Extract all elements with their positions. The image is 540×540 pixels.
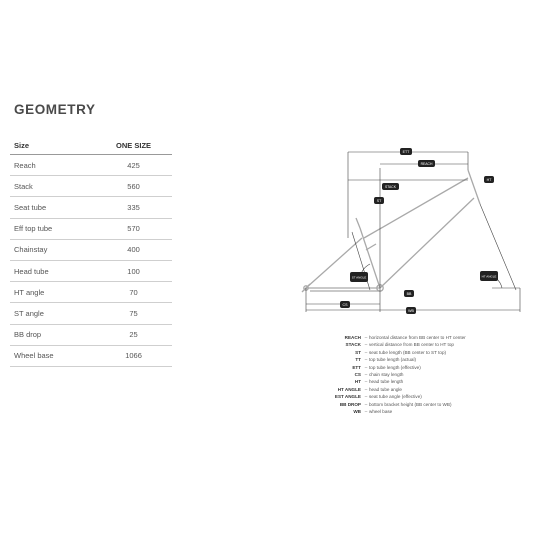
table-row <box>10 324 172 345</box>
legend-item <box>318 371 518 378</box>
legend-abbr: REACH <box>344 335 361 340</box>
legend-item <box>318 378 518 385</box>
cs-tag: CS <box>342 303 348 307</box>
row-label: Stack <box>10 176 95 197</box>
table-row <box>10 197 172 218</box>
table-row <box>10 282 172 303</box>
legend-abbr: HT <box>354 379 361 385</box>
legend-separator: – <box>364 401 368 407</box>
legend-desc: bottom bracket height (BB center to WB) <box>369 401 452 407</box>
head-tube <box>468 170 480 204</box>
row-value: 75 <box>95 303 172 324</box>
row-value: 100 <box>95 260 172 281</box>
row-label: ST angle <box>10 303 95 324</box>
wb-tag: WB <box>408 309 414 313</box>
legend-desc: seat tube angle (effective) <box>369 394 422 400</box>
table-row <box>10 239 172 260</box>
geometry-legend <box>318 334 518 415</box>
legend-separator: – <box>364 349 368 355</box>
table-row <box>10 303 172 324</box>
legend-item <box>318 341 518 348</box>
legend-item <box>318 393 518 400</box>
legend-separator: – <box>364 394 368 400</box>
reach-tag: REACH <box>420 162 433 166</box>
top-tube <box>364 178 468 238</box>
row-value: 335 <box>95 197 172 218</box>
column-header-size: Size <box>10 136 95 155</box>
legend-desc: head tube length <box>369 379 404 385</box>
legend-desc: wheel base <box>369 409 393 415</box>
table-row <box>10 260 172 281</box>
legend-item <box>318 364 518 371</box>
row-label: BB drop <box>10 324 95 345</box>
row-value: 25 <box>95 324 172 345</box>
down-tube <box>380 198 474 288</box>
ht-tag: HT <box>486 178 492 182</box>
ht-angle-tag: HT ANGLE <box>481 274 497 279</box>
legend-desc: chain stay length <box>369 372 404 378</box>
table-row <box>10 176 172 197</box>
legend-separator: – <box>364 357 368 363</box>
legend-abbr: CS <box>354 372 361 378</box>
legend-item <box>318 408 518 415</box>
legend-separator: – <box>364 409 368 415</box>
row-label: Chainstay <box>10 239 95 260</box>
legend-item <box>318 386 518 393</box>
row-value: 70 <box>95 282 172 303</box>
legend-separator: – <box>364 386 368 392</box>
st-tag: ST <box>376 199 382 203</box>
column-header-one-size: ONE SIZE <box>95 136 172 155</box>
legend-item <box>318 334 518 341</box>
legend-desc: top tube length (effective) <box>369 364 421 370</box>
frame-geometry-diagram <box>296 140 526 316</box>
row-value: 560 <box>95 176 172 197</box>
legend-abbr: ETT <box>352 364 361 370</box>
gusset <box>366 244 376 250</box>
table-header-row <box>10 136 172 155</box>
legend-abbr: BB DROP <box>339 401 361 407</box>
seat-post <box>356 218 360 228</box>
st-angle-tag: ST ANGLE <box>351 275 367 280</box>
table-row <box>10 218 172 239</box>
legend-abbr: EST ANGLE <box>334 394 361 400</box>
legend-abbr: ST <box>355 349 361 355</box>
table-row <box>10 155 172 176</box>
legend-separator: – <box>364 372 368 378</box>
dimension-tags <box>340 148 498 314</box>
page-title: GEOMETRY <box>14 102 96 117</box>
legend-abbr: WB <box>353 409 361 415</box>
legend-separator: – <box>364 364 368 370</box>
legend-desc: head tube angle <box>369 386 402 392</box>
row-label: Reach <box>10 155 95 176</box>
legend-item <box>318 401 518 408</box>
geometry-table <box>10 136 172 367</box>
stack-tag: STACK <box>384 185 397 189</box>
row-value: 425 <box>95 155 172 176</box>
legend-separator: – <box>364 342 368 348</box>
legend-item <box>318 349 518 356</box>
legend-desc: vertical distance from BB center to HT top <box>369 342 454 348</box>
row-value: 1066 <box>95 345 172 366</box>
row-value: 400 <box>95 239 172 260</box>
legend-separator: – <box>364 335 368 340</box>
legend-desc: horizontal distance from BB center to HT center <box>369 335 466 340</box>
row-label: HT angle <box>10 282 95 303</box>
legend-item <box>318 356 518 363</box>
row-label: Wheel base <box>10 345 95 366</box>
legend-abbr: TT <box>355 357 361 363</box>
table-row <box>10 345 172 366</box>
legend-desc: top tube length (actual) <box>369 357 416 363</box>
legend-separator: – <box>364 379 368 385</box>
row-label: Eff top tube <box>10 218 95 239</box>
row-label: Head tube <box>10 260 95 281</box>
bb-tag: BB <box>406 292 412 296</box>
legend-abbr: STACK <box>345 342 361 348</box>
row-label: Seat tube <box>10 197 95 218</box>
row-value: 570 <box>95 218 172 239</box>
legend-abbr: HT ANGLE <box>337 386 361 392</box>
legend-desc: seat tube length (BB center to ST top) <box>369 349 447 355</box>
ett-tag: ETT <box>402 150 410 154</box>
